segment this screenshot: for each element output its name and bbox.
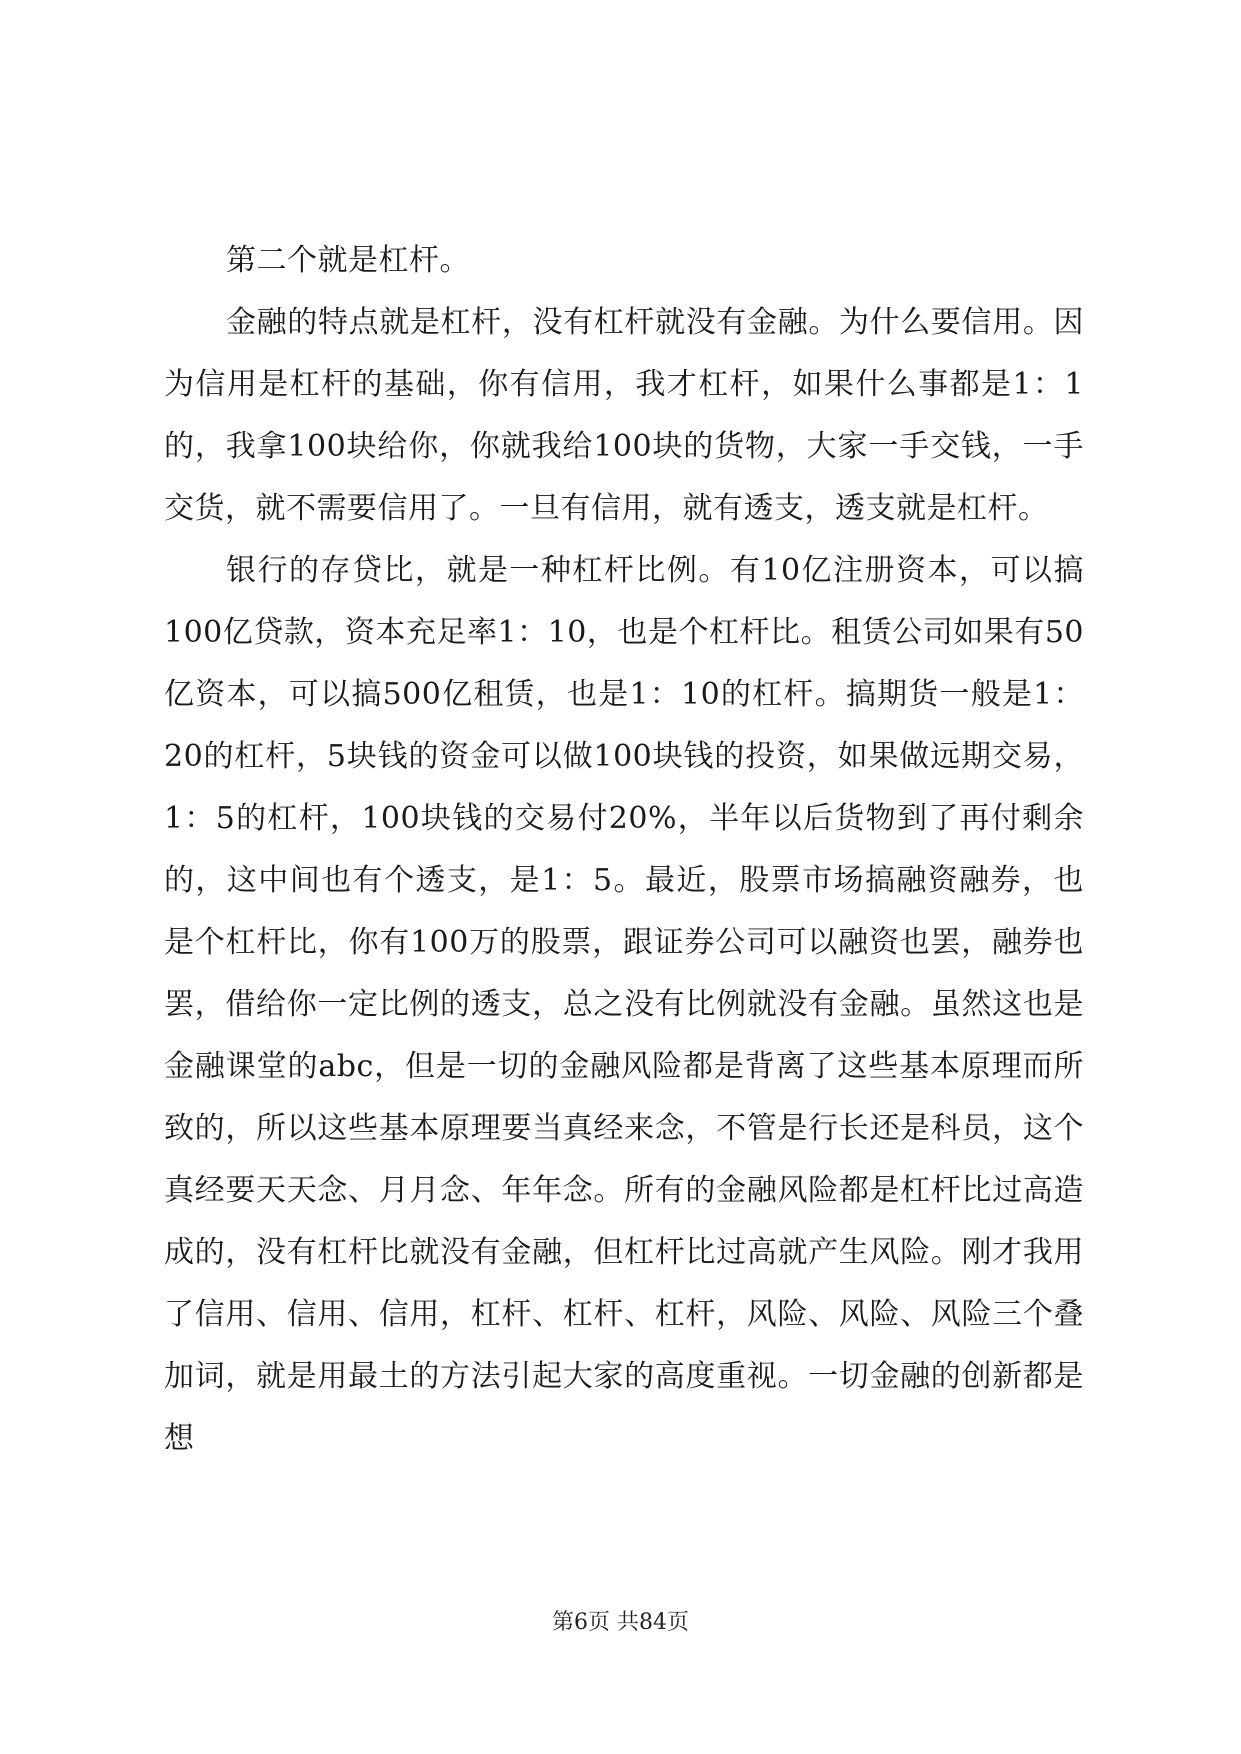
document-body [164,230,1084,1470]
page-number: 第6页 共84页 [552,1610,689,1635]
paragraph-3: 银行的存贷比，就是一种杠杆比例。有10亿注册资本，可以搞100亿贷款，资本充足率1：10，也是个杠杆比。租赁公司如果有50亿资本，可以搞500亿租赁，也是1：10的杠杆。搞期货一般是1：20的杠杆，5块钱的资金可以做100块钱的投资，如果做远期交易，1：5的杠杆，100块钱的交易付20%，半年以后货物到了再付剩余的，这中间也有个透支，是1：5。最近，股票市场搞融资融券，也是个杠杆比，你有100万的股票，跟证券公司可以融资也罢，融券也罢，借给你一定比例的透支，总之没有比例就没有金融。虽然这也是金融课堂的abc，但是一切的金融风险都是背离了这些基本原理而所致的，所以这些基本原理要当真经来念，不管是行长还是科员，这个真经要天天念、月月念、年年念。所有的金融风险都是杠杆比过高造成的，没有杠杆比就没有金融，但杠杆比过高就产生风险。刚才我用了信用、信用、信用，杠杆、杠杆、杠杆，风险、风险、风险三个叠加词，就是用最土的方法引起大家的高度重视。一切金融的创新都是想 [164,553,1084,1456]
page-footer [0,1608,1241,1638]
paragraph-1: 第二个就是杠杆。 [226,243,470,278]
paragraph-2: 金融的特点就是杠杆，没有杠杆就没有金融。为什么要信用。因为信用是杠杆的基础，你有信用，我才杠杆，如果什么事都是1：1的，我拿100块给你，你就我给100块的货物，大家一手交钱，一手交货，就不需要信用了。一旦有信用，就有透支，透支就是杠杆。 [164,305,1084,526]
